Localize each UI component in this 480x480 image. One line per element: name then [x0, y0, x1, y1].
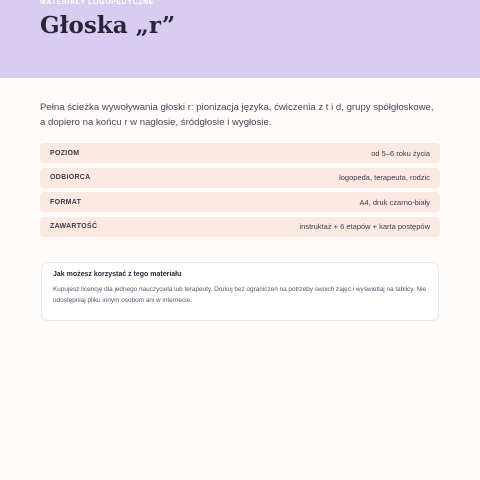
detail-value: A4, druk czarno-biały: [359, 197, 430, 207]
detail-key: ZAWARTOŚĆ: [50, 223, 98, 230]
page-title: Głoska „r”: [40, 12, 176, 39]
detail-value: od 5–6 roku życia: [371, 148, 430, 158]
license-text: Kupujesz licencję dla jednego nauczyciela lub terapeuty. Drukuj bez ograniczeń na potrzeby swoich zajęć i wyświetlaj na tablicy. Nie udostępniaj pliku innym osobom ani w internecie.: [53, 286, 427, 304]
detail-row-level: [40, 143, 440, 163]
detail-row-format: [40, 192, 440, 212]
product-description: Pełna ścieżka wywoływania głoski r: pionizacja języka, ćwiczenia z t i d, grupy spółgłoskowe, a dopiero na końcu r w nagłosie, śródgłosie i wygłosie.: [40, 102, 434, 128]
detail-row-audience: [40, 168, 440, 188]
license-card: [41, 262, 439, 321]
detail-key: ODBIORCA: [50, 174, 91, 181]
license-title: Jak możesz korzystać z tego materiału: [53, 271, 182, 278]
category-label: MATERIAŁY LOGOPEDYCZNE: [40, 0, 155, 6]
details-list: [40, 143, 440, 241]
detail-value: logopeda, terapeuta, rodzic: [339, 173, 430, 182]
detail-key: FORMAT: [50, 198, 82, 206]
detail-row-contents: [40, 217, 440, 237]
header-banner: [0, 0, 480, 78]
detail-key: POZIOM: [50, 149, 80, 157]
detail-value: instruktaż + 6 etapów + karta postępów: [299, 222, 430, 231]
